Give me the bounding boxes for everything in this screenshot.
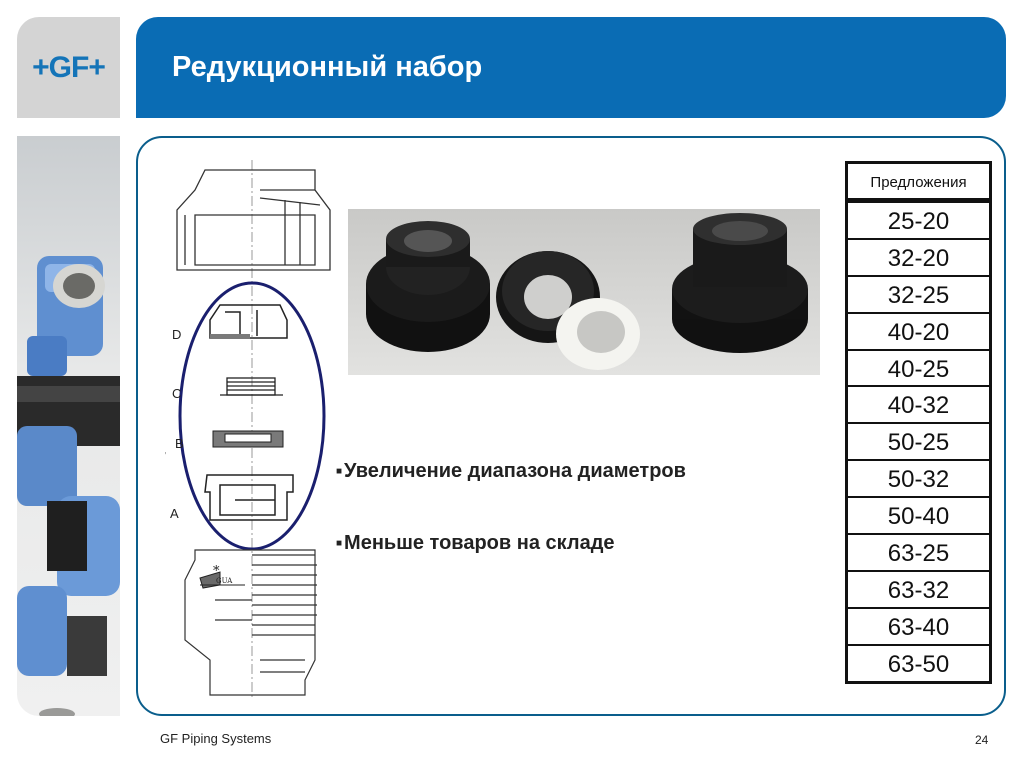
fittings-photo-art: [17, 136, 120, 716]
title-bar: [136, 17, 1006, 118]
table-row: 40-20: [848, 312, 989, 349]
table-row: 50-25: [848, 422, 989, 459]
table-row: 40-32: [848, 385, 989, 422]
bullet-text: Меньше товаров на складе: [344, 532, 615, 554]
bullet-text: Увеличение диапазона диаметров: [344, 460, 686, 482]
table-row: 63-32: [848, 570, 989, 607]
table-row: 32-25: [848, 275, 989, 312]
table-row: 40-25: [848, 349, 989, 386]
table-row: 63-40: [848, 607, 989, 644]
gf-logo: +GF+: [32, 51, 105, 84]
reduction-set-drawing: [165, 160, 340, 705]
table-row: 63-25: [848, 533, 989, 570]
offers-table: [845, 161, 992, 684]
table-row: 50-40: [848, 496, 989, 533]
slide-title: Редукционный набор: [172, 51, 483, 83]
part-label-a: A: [170, 506, 179, 521]
page-number: 24: [975, 733, 989, 747]
reduction-rings-art: [348, 209, 820, 375]
fittings-photo: [17, 136, 120, 716]
part-label-b: B: [175, 436, 184, 451]
part-label-c: C: [172, 386, 182, 401]
part-label-d: D: [172, 327, 182, 342]
table-row: 63-50: [848, 644, 989, 681]
footer-company: GF Piping Systems: [160, 731, 272, 746]
gua-marker: GUA: [216, 577, 233, 585]
bullet-item: ■ Меньше товаров на складе: [336, 532, 615, 554]
svg-text:*: *: [213, 564, 220, 579]
logo-box: [17, 17, 120, 118]
table-header: Предложения: [848, 164, 989, 201]
bullet-item: ■ Увеличение диапазона диаметров: [336, 460, 686, 482]
table-row: 50-32: [848, 459, 989, 496]
reduction-rings-photo: [348, 209, 820, 375]
table-row: 32-20: [848, 238, 989, 275]
table-row: 25-20: [848, 201, 989, 238]
